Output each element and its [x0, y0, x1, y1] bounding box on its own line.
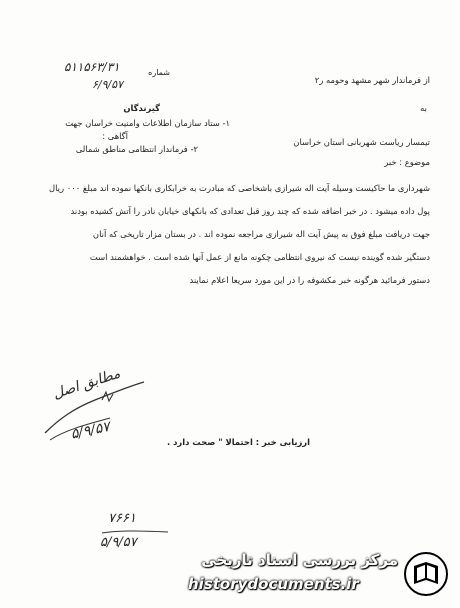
watermark-url: historydocuments.ir	[188, 575, 359, 593]
to-prefix: به	[420, 103, 427, 113]
recipients-label: گیرندگان	[123, 103, 160, 113]
recipient-item-2: ۲- فرماندار انتظامی مناطق شمالی	[75, 144, 198, 154]
body-line-5: دستور فرمائید هرگونه خبر مکشوفه را در این مورد سریعا اعلام نمایند	[189, 275, 430, 285]
handwritten-date-2: ۵/۹/۵۷	[100, 535, 137, 550]
letter-date: ۶/۹/۵۷	[92, 78, 124, 91]
book-pages-icon	[404, 552, 448, 596]
letter-number: ۵۱۱۵۶۳/۳۱	[64, 60, 120, 74]
body-line-2: پول داده میشود . در خبر اضافه شده که چند روز قبل تعدادی که بانکهای خیابان نادر را آتش کشیده بودند	[70, 206, 430, 216]
handwritten-note: مطابق اصل	[51, 365, 123, 403]
body-line-3: جهت دریافت مبلغ فوق به پیش آیت اله شیرازی مراجعه نموده اند . در بستان مزار تاریخی که آنان	[92, 229, 430, 239]
recipient-item-1: ۱- ستاد سازمان اطلاعات وامنیت خراسان جهت	[65, 118, 230, 128]
body-line-4: دستگیر شده گوینده نیست که نیروی انتظامی چکونه مانع از عمل آنها شده است . خواهشمند است	[89, 252, 430, 262]
evaluation-line: ارزیابی خبر : احتمالا " صحت دارد .	[167, 437, 310, 447]
from-line: از فرماندار شهر مشهد وحومه ر۲	[314, 75, 430, 85]
subject-line: موضوع : خبر	[384, 157, 430, 167]
body-line-1: شهرداری ما حاکیست وسیله آیت اله شیرازی باشخاصی که مبادرت به خرابکاری بانکها نموده اند مبلغ ۰۰۰ ریال	[49, 183, 430, 193]
handwritten-code: ۷۶۶۱	[108, 511, 136, 526]
handwritten-date-1: ۵/۹/۵۷	[69, 418, 112, 443]
watermark-title: مرکز بررسی اسناد تاریخی	[201, 551, 398, 569]
letter-number-label: شماره	[148, 68, 170, 77]
recipient-item-1-cont: آگاهی :	[102, 131, 128, 141]
recipient-title: تیمسار ریاست شهربانی استان خراسان	[293, 137, 430, 147]
